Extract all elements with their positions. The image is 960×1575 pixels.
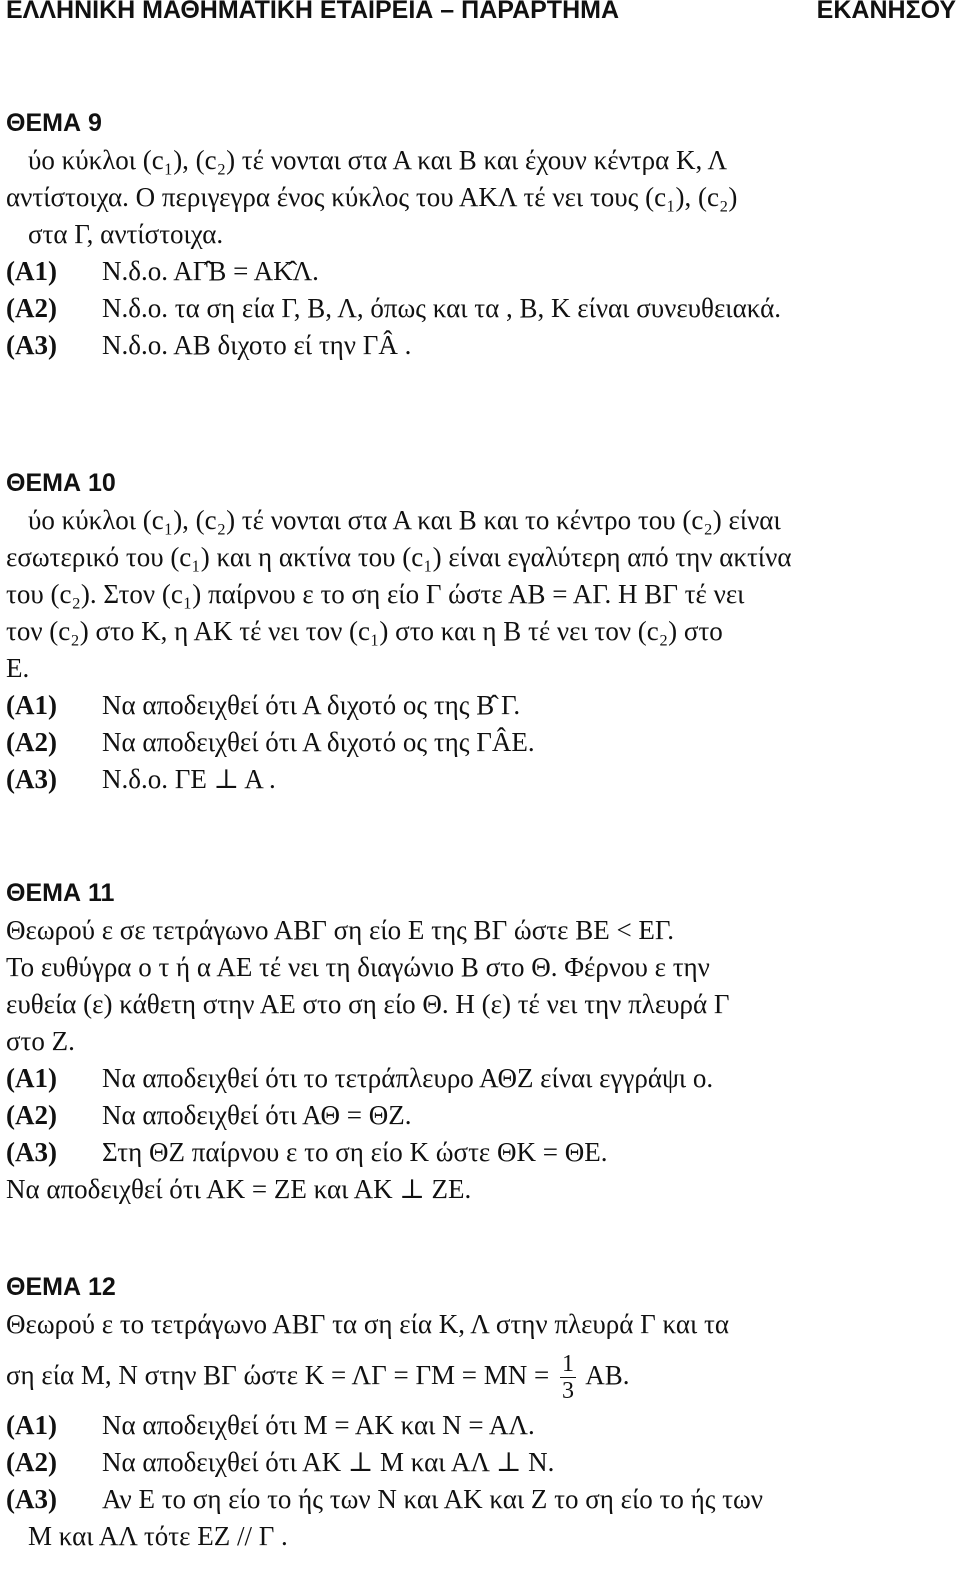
question-text: Να αποδειχθεί ότι ΑΘ = ΘΖ. (102, 1100, 412, 1130)
fraction-one-third (560, 1351, 576, 1404)
fraction-prefix: ση εία Μ, Ν στην ΒΓ ώστε Κ = ΛΓ = ΓΜ = ΜΝ = (6, 1360, 550, 1390)
problem-text-line: Ε. (6, 653, 30, 683)
question-text: Στη ΘΖ παίρνου ε το ση είο Κ ώστε ΘΚ = ΘΕ. (102, 1137, 608, 1167)
theme-11 (6, 878, 952, 1208)
question-a3 (6, 1481, 952, 1518)
question-text: Ν.δ.ο. ΑΒ διχοτο εί την ΓÂ . (102, 330, 412, 360)
problem-text-line: Θεωρού ε το τετράγωνο ΑΒΓ τα ση εία Κ, Λ στην πλευρά Γ και τα (6, 1309, 730, 1339)
question-a2 (6, 290, 952, 327)
question-text: Ν.δ.ο. ΓΕ ⊥ Α . (102, 764, 276, 794)
question-a2 (6, 1097, 952, 1134)
question-text: Να αποδειχθεί ότι Α διχοτό ος της Β̂ Γ. (102, 690, 521, 720)
fraction-numerator: 1 (562, 1351, 575, 1378)
fraction-denominator: 3 (562, 1378, 575, 1405)
problem-text-line: στο Ζ. (6, 1026, 75, 1056)
theme-title: ΘΕΜΑ 12 (6, 1273, 116, 1301)
problem-text-line: ύο κύκλοι (c₁), (c₂) τέ νονται στα Α και Β και έχουν κέντρα Κ, Λ (28, 145, 728, 175)
problem-text-line: Θεωρού ε σε τετράγωνο ΑΒΓ ση είο Ε της ΒΓ ώστε ΒΕ < ΕΓ. (6, 915, 675, 945)
question-label: (Α2) (6, 1100, 57, 1130)
theme-title: ΘΕΜΑ 9 (6, 109, 102, 137)
question-a1 (6, 687, 952, 724)
question-label: (Α1) (6, 1410, 57, 1440)
problem-text-line: ύο κύκλοι (c₁), (c₂) τέ νονται στα Α και Β και το κέντρο του (c₂) είναι (28, 505, 781, 535)
question-text: Ν.δ.ο. ΑΓ̂Β = ΑΚ̂Λ. (102, 256, 319, 286)
theme-12 (6, 1272, 952, 1555)
theme-title: ΘΕΜΑ 11 (6, 879, 115, 907)
question-label: (Α1) (6, 690, 57, 720)
question-a2 (6, 724, 952, 761)
question-label: (Α2) (6, 727, 57, 757)
header-branch: ΕΚΑΝΗΣΟΥ (816, 0, 956, 24)
problem-text-line: εσωτερικό του (c₁) και η ακτίνα του (c₁) είναι εγαλύτερη από την ακτίνα (6, 542, 792, 572)
fraction-suffix: ΑΒ. (585, 1360, 630, 1390)
question-text: Να αποδειχθεί ότι το τετράπλευρο ΑΘΖ είναι εγγράψι ο. (102, 1063, 714, 1093)
theme-9 (6, 108, 952, 364)
problem-text-line: τον (c₂) στο Κ, η ΑΚ τέ νει τον (c₁) στο και η Β τέ νει τον (c₂) στο (6, 616, 723, 646)
problem-closing-line: Μ και ΑΛ τότε ΕΖ // Γ . (28, 1521, 288, 1551)
question-label: (Α1) (6, 1063, 57, 1093)
problem-text-line: στα Γ, αντίστοιχα. (28, 219, 224, 249)
theme-title: ΘΕΜΑ 10 (6, 469, 116, 497)
question-label: (Α3) (6, 330, 57, 360)
question-a1 (6, 1407, 952, 1444)
question-text: Να αποδειχθεί ότι Μ = ΑΚ και Ν = ΑΛ. (102, 1410, 535, 1440)
question-label: (Α3) (6, 764, 57, 794)
question-a2 (6, 1444, 952, 1481)
question-text: Να αποδειχθεί ότι Α διχοτό ος της ΓÂΕ. (102, 727, 535, 757)
question-text: Ν.δ.ο. τα ση εία Γ, Β, Λ, όπως και τα , Β, Κ είναι συνευθειακά. (102, 293, 781, 323)
header-organization: ΕΛΛΗΝΙΚΗ ΜΑΘΗΜΑΤΙΚΗ ΕΤΑΙΡΕΙΑ – ΠΑΡΑΡΤΗΜΑ (6, 0, 620, 24)
problem-text-line: αντίστοιχα. Ο περιγεγρα ένος κύκλος του ΑΚΛ τέ νει τους (c₁), (c₂) (6, 182, 738, 212)
page-header (6, 0, 956, 30)
question-a3 (6, 327, 952, 364)
theme-10 (6, 468, 952, 798)
question-text: Να αποδειχθεί ότι ΑΚ ⊥ Μ και ΑΛ ⊥ Ν. (102, 1447, 555, 1477)
question-a3 (6, 1134, 952, 1171)
question-label: (Α3) (6, 1484, 57, 1514)
question-label: (Α3) (6, 1137, 57, 1167)
question-text: Αν Ε το ση είο το ής των Ν και ΑΚ και Ζ το ση είο το ής των (102, 1484, 763, 1514)
question-label: (Α1) (6, 256, 57, 286)
question-a3 (6, 761, 952, 798)
question-a1 (6, 253, 952, 290)
question-label: (Α2) (6, 1447, 57, 1477)
problem-text-line: ευθεία (ε) κάθετη στην ΑΕ στο ση είο Θ. Η (ε) τέ νει την πλευρά Γ (6, 989, 730, 1019)
problem-text-line-with-fraction (6, 1343, 952, 1407)
question-a1 (6, 1060, 952, 1097)
question-label: (Α2) (6, 293, 57, 323)
problem-closing-line: Να αποδειχθεί ότι ΑΚ = ΖΕ και ΑΚ ⊥ ΖΕ. (6, 1174, 472, 1204)
problem-text-line: του (c₂). Στον (c₁) παίρνου ε το ση είο Γ ώστε ΑΒ = ΑΓ. Η ΒΓ τέ νει (6, 579, 745, 609)
problem-text-line: Το ευθύγρα ο τ ή α ΑΕ τέ νει τη διαγώνιο Β στο Θ. Φέρνου ε την (6, 952, 710, 982)
